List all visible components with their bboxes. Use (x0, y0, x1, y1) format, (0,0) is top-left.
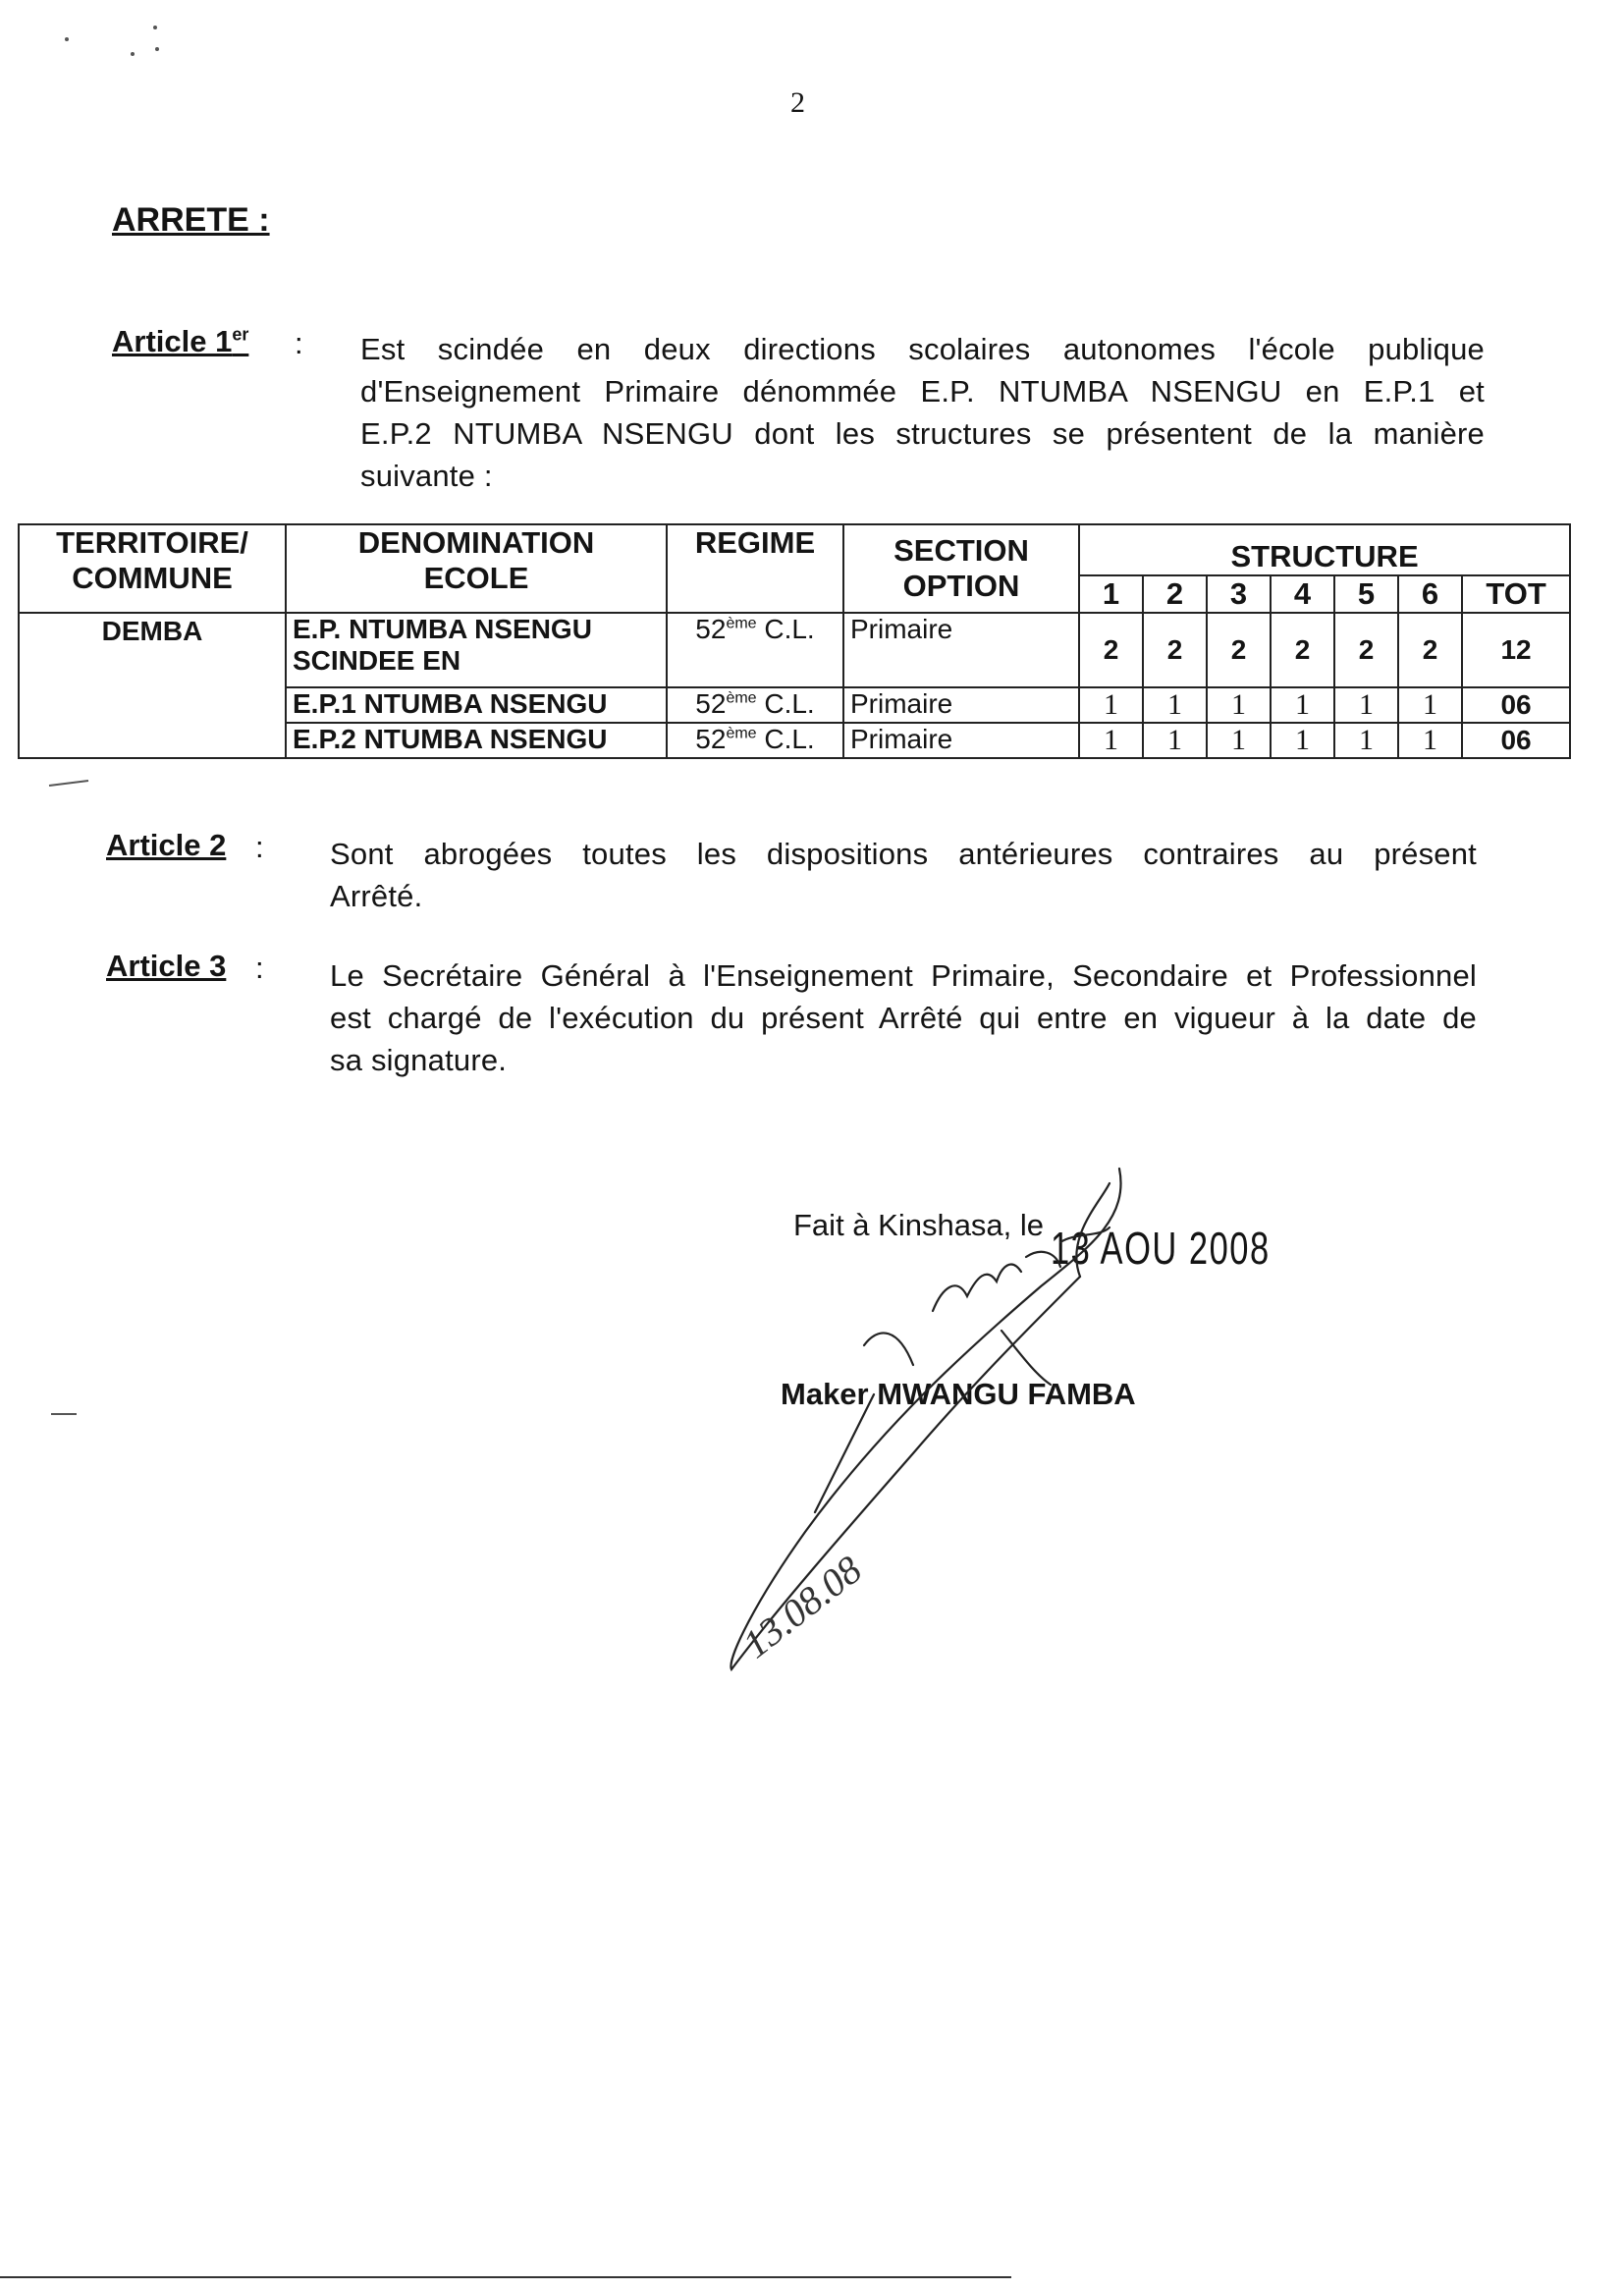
header-structure-col: 4 (1271, 575, 1334, 613)
territoire-cell: DEMBA (19, 613, 286, 758)
structure-value: 1 (1334, 687, 1398, 723)
structure-value: 2 (1334, 613, 1398, 687)
article-2-colon: : (255, 830, 264, 864)
header-denomination-line: DENOMINATION (357, 525, 595, 560)
header-structure-col: 6 (1398, 575, 1462, 613)
footer-rule (0, 2276, 1011, 2278)
school-structure-table (18, 523, 1571, 759)
header-denomination (286, 524, 667, 613)
header-structure-col: 2 (1143, 575, 1207, 613)
article-3-line: sa signature. (330, 1043, 508, 1077)
structure-value: 1 (1271, 723, 1334, 758)
header-section (843, 524, 1079, 613)
section-cell: Primaire (843, 723, 1079, 758)
section-cell: Primaire (843, 613, 1079, 687)
decree-heading: ARRETE : (112, 201, 270, 239)
date-stamp: 13 AOU 2008 (1051, 1223, 1271, 1274)
article-2-text (330, 833, 1477, 917)
header-section-line: OPTION (902, 569, 1020, 603)
article-3-text (330, 954, 1477, 1081)
structure-value: 2 (1143, 613, 1207, 687)
structure-total: 06 (1462, 687, 1570, 723)
handwritten-date: 13.08.08 (733, 1547, 870, 1667)
structure-value: 1 (1334, 723, 1398, 758)
table-row (19, 613, 1570, 687)
article-1-label: Article 1er (112, 324, 249, 358)
structure-total: 12 (1462, 613, 1570, 687)
regime-cell: 52ème C.L. (667, 723, 843, 758)
header-structure-col: 5 (1334, 575, 1398, 613)
regime-cell: 52ème C.L. (667, 613, 843, 687)
article-2-label: Article 2 (106, 828, 227, 862)
place-and-date-label: Fait à Kinshasa, le (793, 1208, 1045, 1242)
header-denomination-line: ECOLE (423, 561, 529, 595)
article-2-line: Arrêté. (330, 879, 423, 913)
structure-value: 1 (1079, 687, 1143, 723)
article-1-line: Est scindée en deux directions scolaires autonomes l'école publique (360, 332, 1485, 366)
school-name-line: SCINDEE EN (293, 645, 461, 676)
structure-value: 1 (1398, 723, 1462, 758)
structure-value: 1 (1143, 723, 1207, 758)
header-territoire-line: TERRITOIRE/ (56, 525, 248, 560)
section-cell: Primaire (843, 687, 1079, 723)
structure-value: 2 (1207, 613, 1271, 687)
article-1-line: suivante : (360, 459, 493, 493)
page-number: 2 (790, 86, 805, 119)
header-structure-col: 1 (1079, 575, 1143, 613)
article-1-line: d'Enseignement Primaire dénommée E.P. NTUMBA NSENGU en E.P.1 et (360, 374, 1485, 409)
article-3-colon: : (255, 951, 264, 985)
article-1-text (360, 328, 1485, 497)
header-structure-col: 3 (1207, 575, 1271, 613)
structure-value: 2 (1079, 613, 1143, 687)
signer-name: Maker MWANGU FAMBA (781, 1377, 1136, 1411)
structure-value: 1 (1207, 687, 1271, 723)
article-1-colon: : (295, 326, 303, 360)
school-name-line: E.P. NTUMBA NSENGU (293, 614, 592, 644)
article-3-label: Article 3 (106, 949, 227, 983)
structure-value: 1 (1143, 687, 1207, 723)
school-name-cell (286, 613, 667, 687)
school-name-cell: E.P.1 NTUMBA NSENGU (286, 687, 667, 723)
structure-total: 06 (1462, 723, 1570, 758)
header-structure-col: TOT (1462, 575, 1570, 613)
article-3-line: Le Secrétaire Général à l'Enseignement Primaire, Secondaire et Professionnel (330, 958, 1477, 993)
header-section-line: SECTION (893, 533, 1029, 568)
structure-value: 1 (1079, 723, 1143, 758)
header-territoire-line: COMMUNE (72, 561, 233, 595)
structure-value: 1 (1398, 687, 1462, 723)
header-territoire (19, 524, 286, 613)
article-3-line: est chargé de l'exécution du présent Arrêté qui entre en vigueur à la date de (330, 1001, 1477, 1035)
article-2-line: Sont abrogées toutes les dispositions antérieures contraires au présent (330, 837, 1477, 871)
header-structure: STRUCTURE (1079, 524, 1570, 575)
structure-value: 1 (1207, 723, 1271, 758)
structure-value: 2 (1398, 613, 1462, 687)
header-regime: REGIME (667, 524, 843, 613)
structure-value: 1 (1271, 687, 1334, 723)
regime-cell: 52ème C.L. (667, 687, 843, 723)
article-1-line: E.P.2 NTUMBA NSENGU dont les structures se présentent de la manière (360, 416, 1485, 451)
school-name-cell: E.P.2 NTUMBA NSENGU (286, 723, 667, 758)
structure-value: 2 (1271, 613, 1334, 687)
